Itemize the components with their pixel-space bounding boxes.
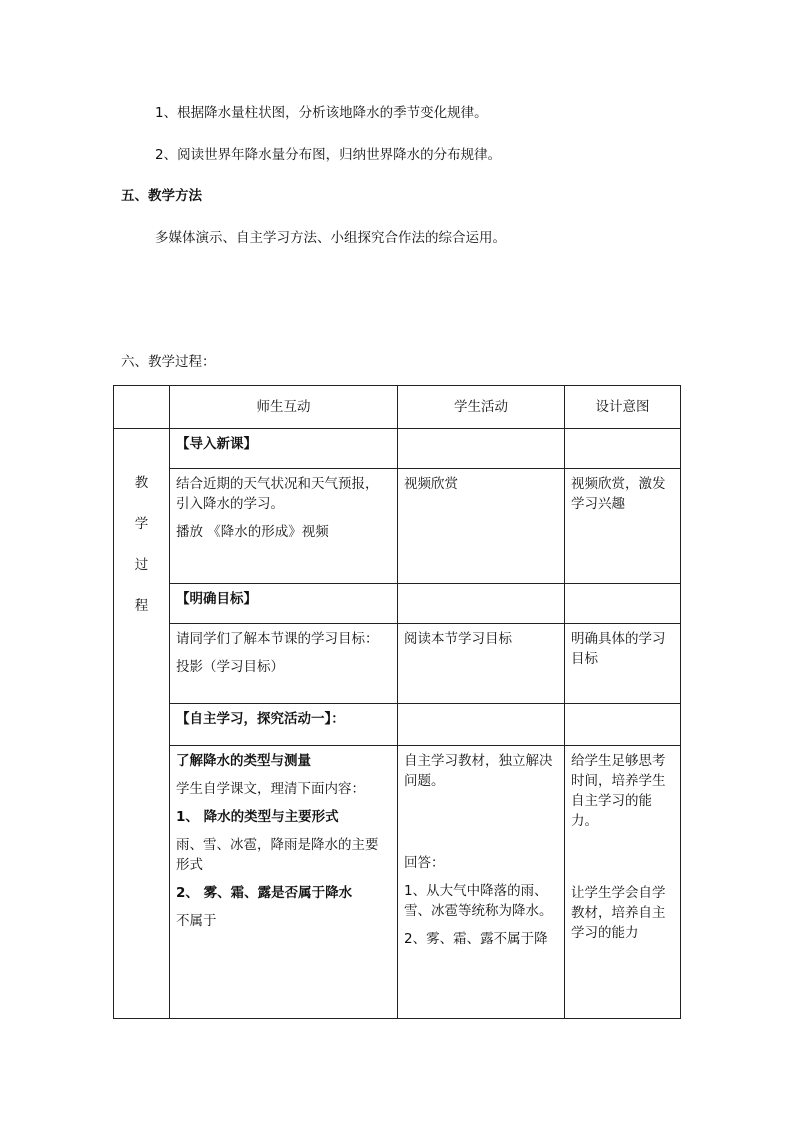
goal-purpose: 明确具体的学习目标 [565,624,681,704]
goal-row [114,624,681,704]
goal-main: 请同学们了解本节课的学习目标： 投影（学习目标） [170,624,398,704]
section-5-text: 多媒体演示、自主学习方法、小组探究合作法的综合运用。 [155,230,506,246]
intro-main: 结合近期的天气状况和天气预报，引入降水的学习。 播放 《降水的形成》视频 [170,469,398,584]
header-blank [114,386,170,429]
section-6-heading: 六、教学过程： [121,354,216,370]
intro-title: 【导入新课】 [170,429,398,469]
self-study-activity: 自主学习教材，独立解决问题。 回答： 1、从大气中降落的雨、雪、冰雹等统称为降水。 2、雾、霜、露不属于降 [398,746,565,1019]
self-study-row [114,746,681,1019]
intro-purpose: 视频欣赏，激发学习兴趣 [565,469,681,584]
side-label-teaching-process: 教 学 过 程 [114,429,170,1019]
self-study-main: 了解降水的类型与测量 学生自学课文，理清下面内容： 1、 降水的类型与主要形式 雨、雪、冰雹，降雨是降水的主要形式 2、 雾、霜、露是否属于降水 不属于 [170,746,398,1019]
intro-title-row [114,429,681,469]
intro-activity: 视频欣赏 [398,469,565,584]
header-design-purpose: 设计意图 [565,386,681,429]
self-study-purpose: 给学生足够思考时间，培养学生自主学习的能力。 让学生学会自学教材，培养自主学习的能力 [565,746,681,1019]
self-study-title-row [114,704,681,746]
intro-row [114,469,681,584]
header-student-activity: 学生活动 [398,386,565,429]
goal-title: 【明确目标】 [170,584,398,624]
teaching-process-table [113,385,681,1019]
section-5-heading: 五、教学方法 [121,188,202,204]
header-row [114,386,681,429]
self-study-title: 【自主学习，探究活动一】： [170,704,398,746]
goal-title-row [114,584,681,624]
objective-1: 1、根据降水量柱状图，分析该地降水的季节变化规律。 [155,105,488,121]
goal-activity: 阅读本节学习目标 [398,624,565,704]
objective-2: 2、阅读世界年降水量分布图，归纳世界降水的分布规律。 [155,147,502,163]
header-interaction: 师生互动 [170,386,398,429]
